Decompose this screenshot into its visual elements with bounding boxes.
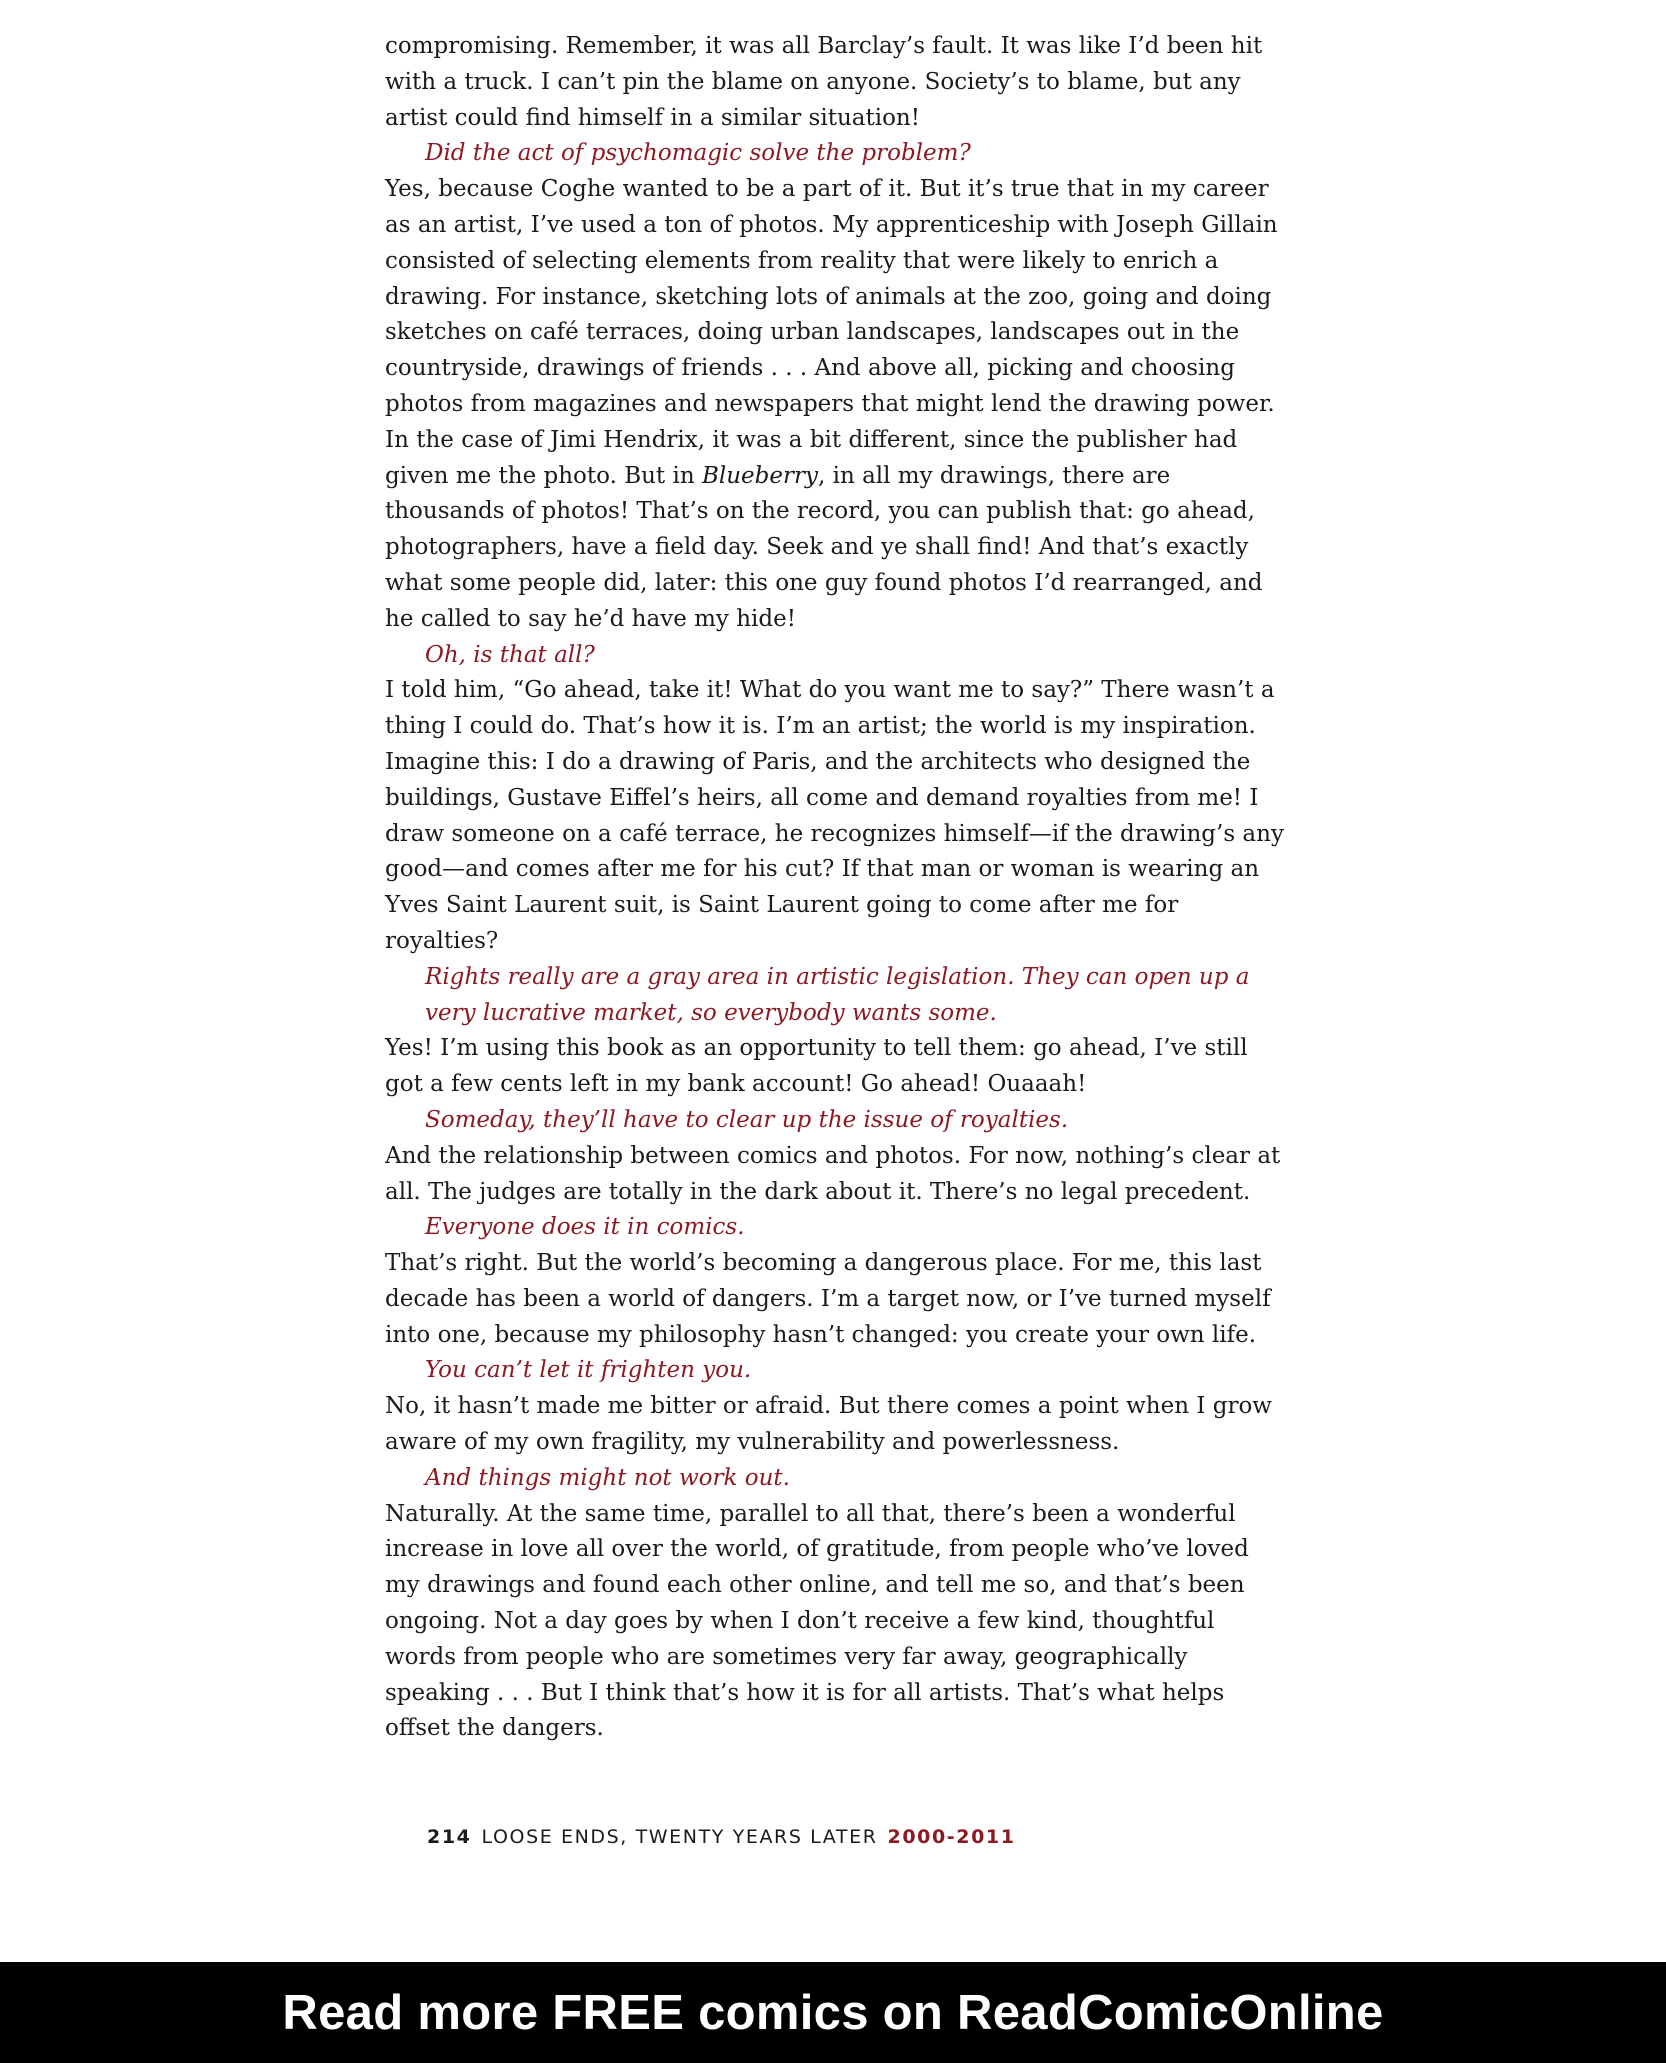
book-title-italic: Blueberry [701, 462, 818, 489]
page-footer [427, 1826, 1016, 1848]
interview-question: You can’t let it frighten you. [425, 1357, 752, 1384]
answer-paragraph: I told him, “Go ahead, take it! What do you want me to say?” There wasn’t a thing I could do. That’s how it is. I’m an artist; the world is my inspiration. Imagine this: I do a drawing of Paris, and the architects who designed the buildings, Gustave Eiffel’s heirs, all come and demand royalties from me! I draw someone on a café terrace, he recognizes himself—if the drawing’s any good—and comes after me for his cut? If that man or woman is wearing an Yves Saint Laurent suit, is Saint Laurent going to come after me for royalties? [385, 677, 1284, 954]
answer-paragraph: And the relationship between comics and photos. For now, nothing’s clear at all. The judges are totally in the dark about it. There’s no legal precedent. [385, 1142, 1281, 1205]
answer-paragraph: compromising. Remember, it was all Barclay’s fault. It was like I’d been hit with a truck. I can’t pin the blame on anyone. Society’s to blame, but any artist could find himself in a similar situation! [385, 33, 1263, 131]
interview-question: Did the act of psychomagic solve the problem? [425, 140, 971, 167]
interview-question: Everyone does it in comics. [425, 1214, 745, 1241]
promo-banner[interactable] [0, 1962, 1666, 2063]
interview-question: And things might not work out. [425, 1464, 790, 1491]
page-number: 214 [427, 1826, 472, 1848]
interview-question: Someday, they’ll have to clear up the issue of royalties. [425, 1106, 1069, 1133]
interview-question: Rights really are a gray area in artistic legislation. They can open up a very lucrative market, so everybody wants some. [425, 963, 1250, 1026]
answer-text: Yes, because Coghe wanted to be a part of it. But it’s true that in my career as an artist, I’ve used a ton of photos. My apprenticeship with Joseph Gillain consisted of selecting elements from reality that were likely to enrich a drawing. For instance, sketching lots of animals at the zoo, going and doing sketches on café terraces, doing urban landscapes, landscapes out in the countryside, drawings of friends . . . And above all, picking and choosing photos from magazines and newspapers that might lend the drawing power. In the case of Jimi Hendrix, it was a bit different, since the publisher had given me the photo. But in [385, 176, 1278, 489]
promo-banner-text[interactable]: Read more FREE comics on ReadComicOnline [282, 1985, 1384, 2040]
answer-paragraph: Naturally. At the same time, parallel to all that, there’s been a wonderful increase in love all over the world, of gratitude, from people who’ve loved my drawings and found each other online, and tell me so, and that’s been ongoing. Not a day goes by when I don’t receive a few kind, thoughtful words from people who are sometimes very far away, geographically speaking . . . But I think that’s how it is for all artists. That’s what helps offset the dangers. [385, 1500, 1249, 1742]
answer-paragraph: Yes! I’m using this book as an opportunity to tell them: go ahead, I’ve still got a few cents left in my bank account! Go ahead! Ouaaah! [385, 1035, 1248, 1098]
section-range: 2000-2011 [887, 1826, 1016, 1848]
interview-question: Oh, is that all? [425, 641, 595, 668]
answer-text: , in all my drawings, there are thousands of photos! That’s on the record, you can publish that: go ahead, photographers, have a field day. Seek and ye shall find! And that’s exactly what some people did, later: this one guy found photos I’d rearranged, and he called to say he’d have my hide! [385, 462, 1263, 632]
answer-paragraph: That’s right. But the world’s becoming a dangerous place. For me, this last decade has been a world of dangers. I’m a target now, or I’ve turned myself into one, because my philosophy hasn’t changed: you create your own life. [385, 1250, 1271, 1348]
answer-paragraph: No, it hasn’t made me bitter or afraid. But there comes a point when I grow aware of my own fragility, my vulnerability and powerlessness. [385, 1393, 1272, 1456]
answer-paragraph [385, 172, 1290, 637]
interview-text [385, 29, 1290, 1747]
running-title: LOOSE ENDS, TWENTY YEARS LATER [481, 1826, 878, 1848]
